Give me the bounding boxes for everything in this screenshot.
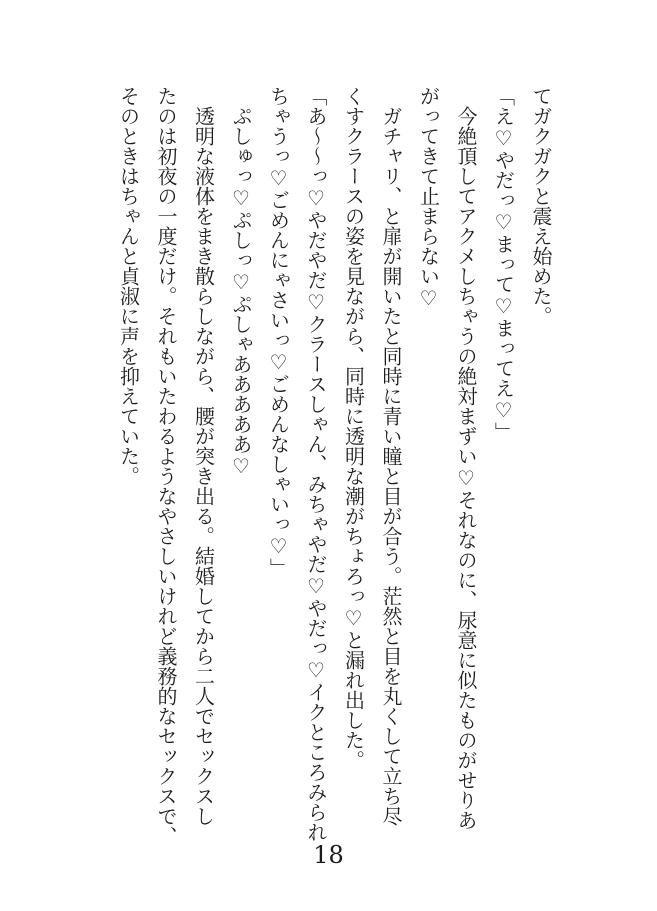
text-line: ちゃうっ♡ごめんにゃさいっ♡ごめんなしゃいっ♡」	[266, 86, 291, 578]
text-line: てガクガクと震え始めた。	[529, 86, 553, 326]
text-line: がってきて止まらない♡	[416, 86, 441, 310]
text-line: ぷしゅっ♡ぷしっ♡ぷしゃあああああ♡	[229, 106, 253, 478]
page-number: 18	[313, 841, 344, 869]
text-line: 今絶頂してアクメしちゃうの絶対まずい♡それなのに、尿意に似たものがせりあ	[454, 106, 478, 830]
text-line: そのときはちゃんと貞淑に声を抑えていた。	[116, 86, 141, 486]
text-line: くすクラースの姿を見ながら、同時に透明な潮がちょろっ♡と漏れ出した。	[341, 86, 366, 770]
vertical-text-block	[109, 86, 559, 864]
text-line: たのは初夜の一度だけ。それもいたわるようなやさしいけれど義務的なセックスで、	[154, 86, 178, 846]
text-line: 透明な液体をまき散らしながら、腰が突き出る。結婚してから二人でセックスし	[191, 106, 216, 826]
text-line: 「あ～～っ♡やだやだ♡クラースしゃん、みちゃやだ♡やだっ♡イクところみられ	[304, 86, 328, 842]
text-line: 「え♡やだっ♡まって♡まってえ♡」	[491, 86, 516, 442]
text-line: ガチャリ、と扉が開いたと同時に青い瞳と目が合う。茫然と目を丸くして立ち尽	[379, 106, 403, 826]
